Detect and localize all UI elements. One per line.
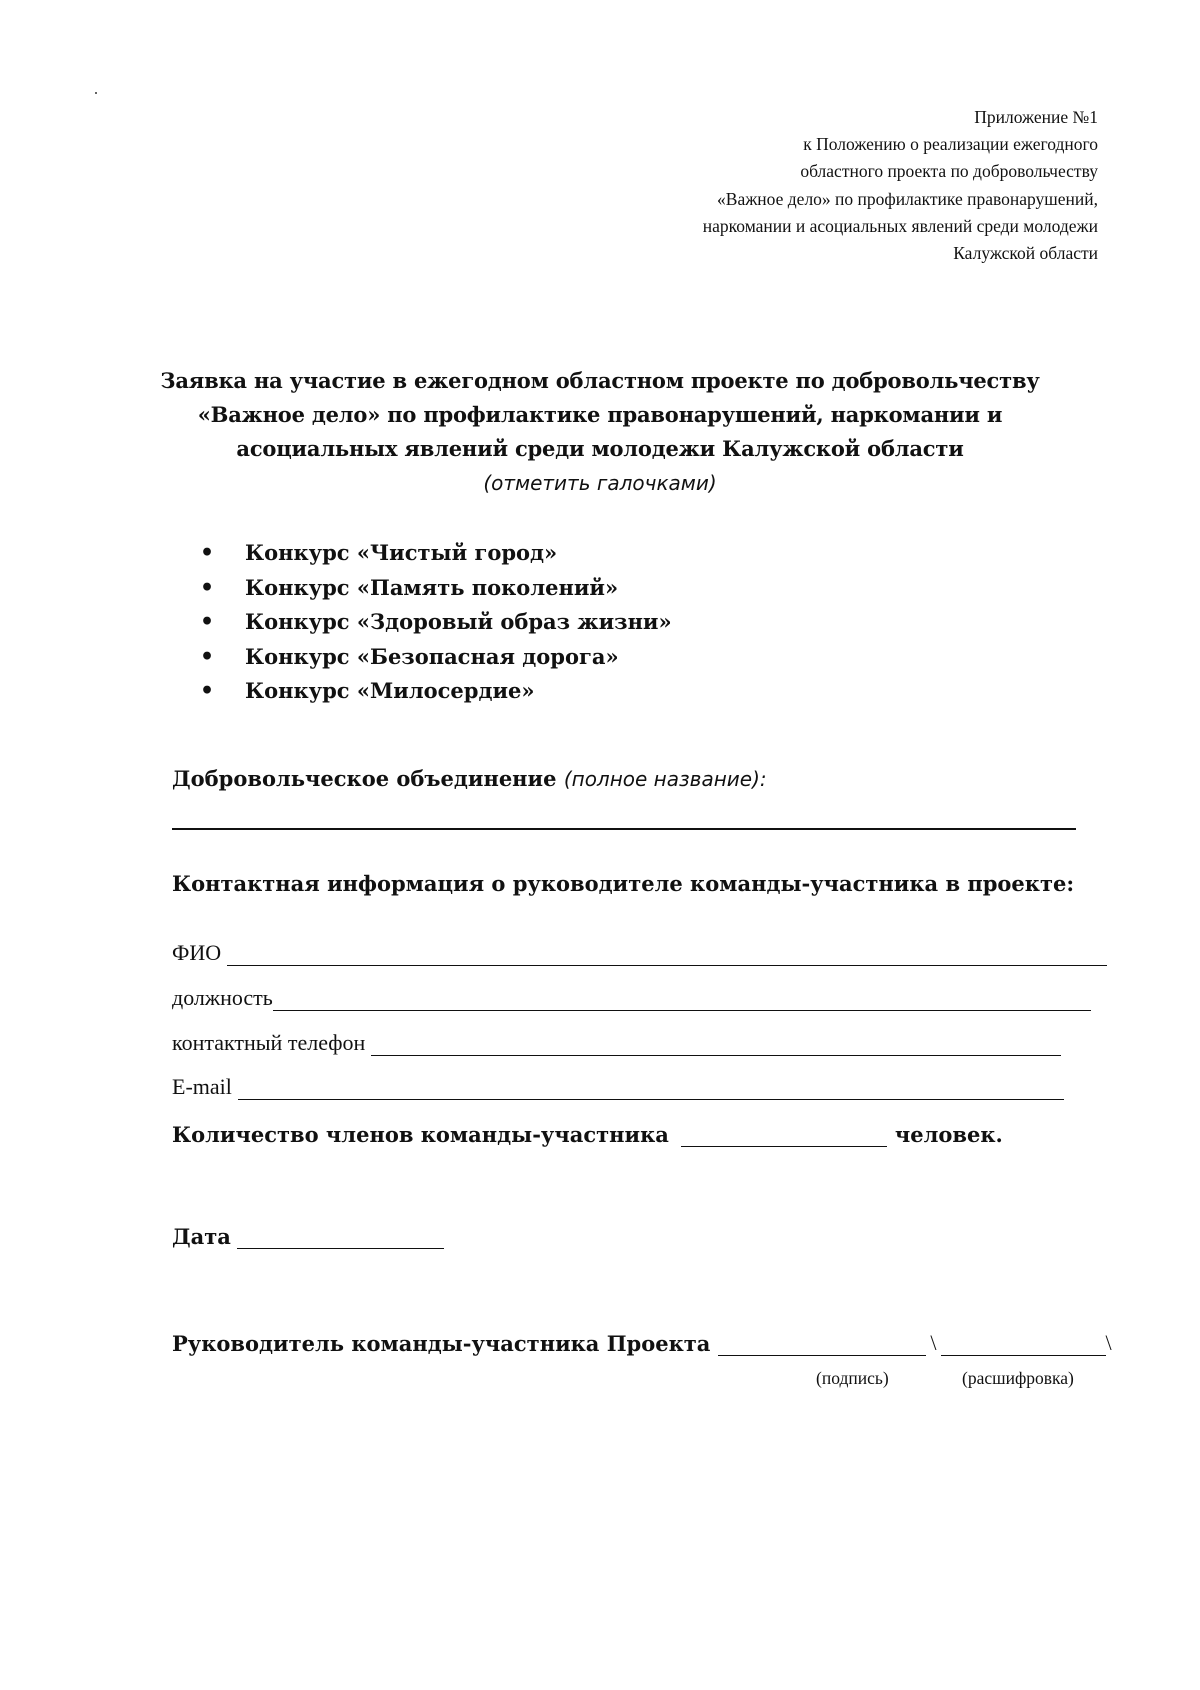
contest-item[interactable] [200,640,672,675]
organization-label-text: Добровольческое объединение [172,766,557,791]
date-label: Дата [172,1224,231,1249]
appendix-line: наркомании и асоциальных явлений среди молодежи [702,215,1098,236]
contest-item[interactable] [200,571,672,606]
members-row [172,1122,1003,1147]
form-title [100,364,1100,500]
position-field[interactable] [273,990,1091,1011]
fio-label: ФИО [172,940,222,965]
signature-caption: (подпись) [816,1368,889,1388]
title-line: «Важное дело» по профилактике правонарушений, наркомании и [197,402,1003,427]
contest-item[interactable] [200,536,672,571]
contest-label: Конкурс «Милосердие» [245,678,535,703]
members-label: Количество членов команды-участника [172,1122,669,1147]
signature-decoding-field[interactable] [941,1335,1106,1356]
fio-row [172,940,1107,966]
separator: \ [1105,1330,1112,1355]
title-line: асоциальных явлений среди молодежи Калужской области [236,436,964,461]
position-row [172,985,1091,1011]
email-row [172,1074,1064,1100]
date-row [172,1224,444,1249]
appendix-line: Приложение №1 [974,107,1098,127]
bullet-icon: • [200,678,215,704]
contest-item[interactable] [200,605,672,640]
contest-label: Конкурс «Чистый город» [245,540,558,565]
bullet-icon: • [200,609,215,635]
organization-label [172,766,767,791]
bullet-icon: • [200,574,215,601]
organization-name-field[interactable] [172,828,1076,830]
phone-label: контактный телефон [172,1030,366,1055]
contest-item[interactable] [200,674,672,709]
contest-list [200,536,672,709]
organization-hint: (полное название): [563,767,767,791]
appendix-line: Калужской области [953,243,1098,264]
contest-label: Конкурс «Безопасная дорога» [245,643,619,669]
signature-row [172,1330,1112,1356]
bullet-icon: • [200,540,215,566]
appendix-line: «Важное дело» по профилактике правонарушений, [717,188,1098,209]
position-label: должность [172,985,273,1010]
phone-row [172,1030,1061,1056]
date-field[interactable] [237,1228,444,1249]
members-unit: человек. [894,1122,1003,1147]
phone-field[interactable] [371,1035,1061,1056]
appendix-line: к Положению о реализации ежегодного [803,134,1098,155]
title-line: Заявка на участие в ежегодном областном проекте по добровольчеству [160,368,1040,393]
members-count-field[interactable] [681,1126,887,1147]
separator: \ [930,1330,937,1355]
email-field[interactable] [238,1079,1064,1100]
contact-heading: Контактная информация о руководителе команды-участника в проекте: [172,871,1075,896]
title-note: (отметить галочками) [483,471,717,495]
scan-speck [95,92,97,94]
contest-label: Конкурс «Здоровый образ жизни» [245,609,672,634]
fio-field[interactable] [227,945,1107,966]
signature-label: Руководитель команды-участника Проекта [172,1331,711,1356]
email-label: E-mail [172,1074,232,1099]
appendix-line: областного проекта по добровольчеству [800,161,1098,182]
decoding-caption: (расшифровка) [962,1368,1074,1388]
bullet-icon: • [200,643,215,670]
signature-field[interactable] [718,1335,926,1356]
contest-label: Конкурс «Память поколений» [245,574,619,600]
appendix-header [578,104,1098,267]
